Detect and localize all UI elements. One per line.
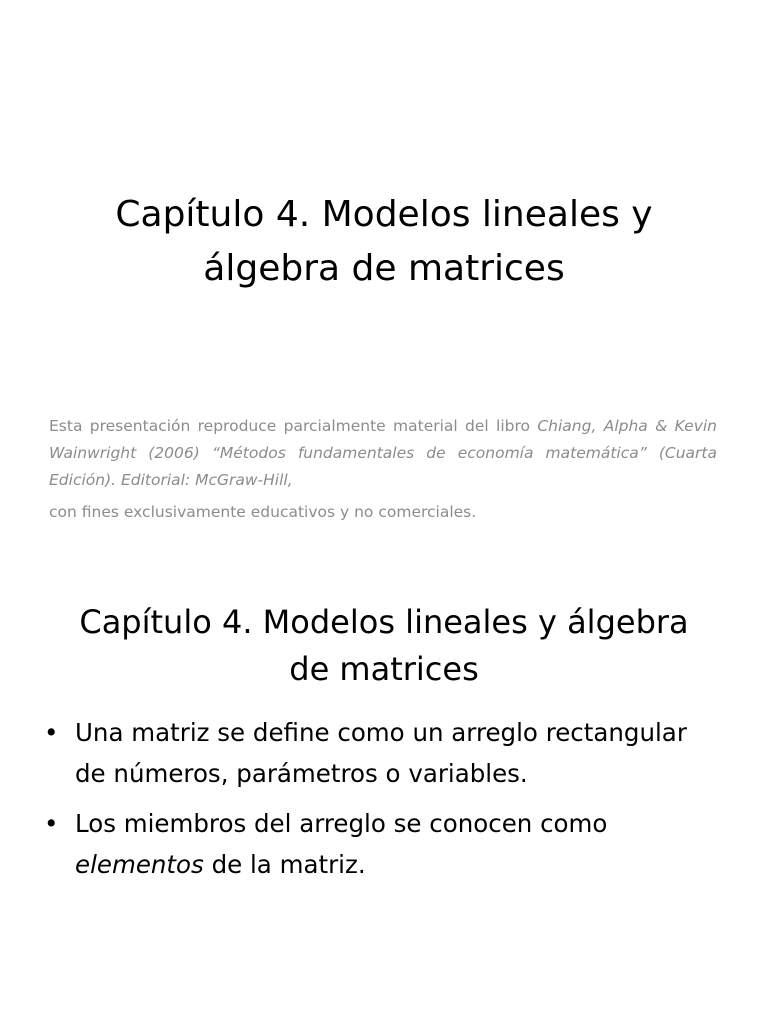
slide-1-title-line-1: Capítulo 4. Modelos lineales y (115, 194, 653, 235)
text-run: Una matriz se define como un arreglo rectangular de números, parámetros o variables. (75, 718, 687, 788)
slide-2-title-line-2: de matrices (289, 650, 479, 688)
italic-text-run: elementos (75, 850, 204, 879)
bullet-text (75, 809, 607, 879)
slide-2 (0, 575, 768, 1024)
usage-disclaimer: con fines exclusivamente educativos y no comerciales. (49, 503, 477, 521)
bullet-list (44, 712, 704, 894)
bullet-dot-icon: • (44, 809, 59, 838)
bullet-item-matrix-definition (44, 712, 704, 794)
italic-text-run: Chiang, Alpha & Kevin Wainwright (2006) “Métodos fundamentales de economía matemática” (Cuarta Edición). Editorial: McGraw-Hill, (49, 417, 717, 489)
source-attribution-note (49, 413, 717, 526)
text-run: Esta presentación reproduce parcialmente material del libro (49, 417, 538, 435)
slide-2-title-line-1: Capítulo 4. Modelos lineales y álgebra (79, 603, 689, 641)
bullet-dot-icon: • (44, 718, 59, 747)
text-run: de la matriz. (203, 850, 366, 879)
bullet-item-matrix-elements (44, 803, 704, 885)
slide-1-title-line-2: álgebra de matrices (203, 248, 565, 289)
bullet-text (75, 718, 687, 788)
source-citation-paragraph (49, 413, 717, 494)
text-run: Los miembros del arreglo se conocen como (75, 809, 608, 838)
slide-2-title (40, 599, 728, 693)
slide-1-title (40, 188, 728, 296)
